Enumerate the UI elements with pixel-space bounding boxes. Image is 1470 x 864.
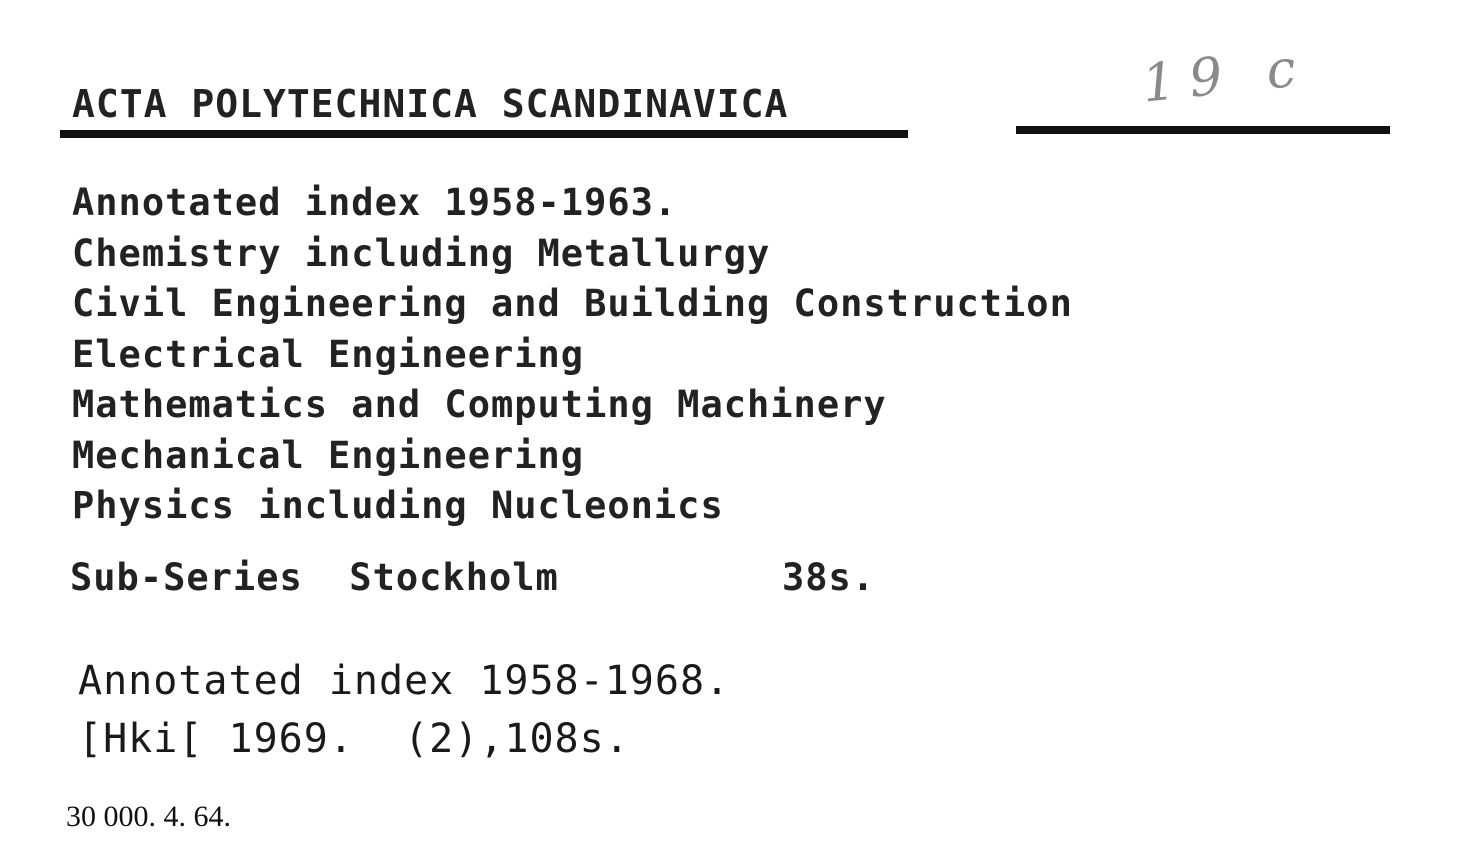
subject-item: Mechanical Engineering: [72, 433, 585, 477]
sub-series-label: Sub-Series Stockholm: [70, 556, 559, 599]
shelf-mark-underline: [1016, 126, 1390, 134]
subject-item: Electrical Engineering: [72, 332, 585, 376]
index-line: Annotated index 1958-1963.: [72, 181, 678, 224]
card-title: ACTA POLYTECHNICA SCANDINAVICA: [72, 82, 789, 126]
shelf-mark: 19 c: [1139, 37, 1313, 115]
print-code: 30 000. 4. 64.: [66, 800, 231, 833]
subject-item: Chemistry including Metallurgy: [72, 231, 771, 275]
addendum-line-2: [Hki[ 1969. (2),108s.: [78, 716, 630, 762]
subject-item: Mathematics and Computing Machinery: [72, 383, 887, 426]
title-underline: [60, 130, 908, 138]
subject-item: Physics including Nucleonics: [72, 484, 724, 527]
addendum-line-1: Annotated index 1958-1968.: [78, 658, 731, 704]
addendum-block: [78, 652, 730, 768]
page-count: 38s.: [782, 556, 876, 599]
subject-list: [72, 178, 1073, 532]
subject-item: Civil Engineering and Building Construction: [72, 282, 1073, 325]
